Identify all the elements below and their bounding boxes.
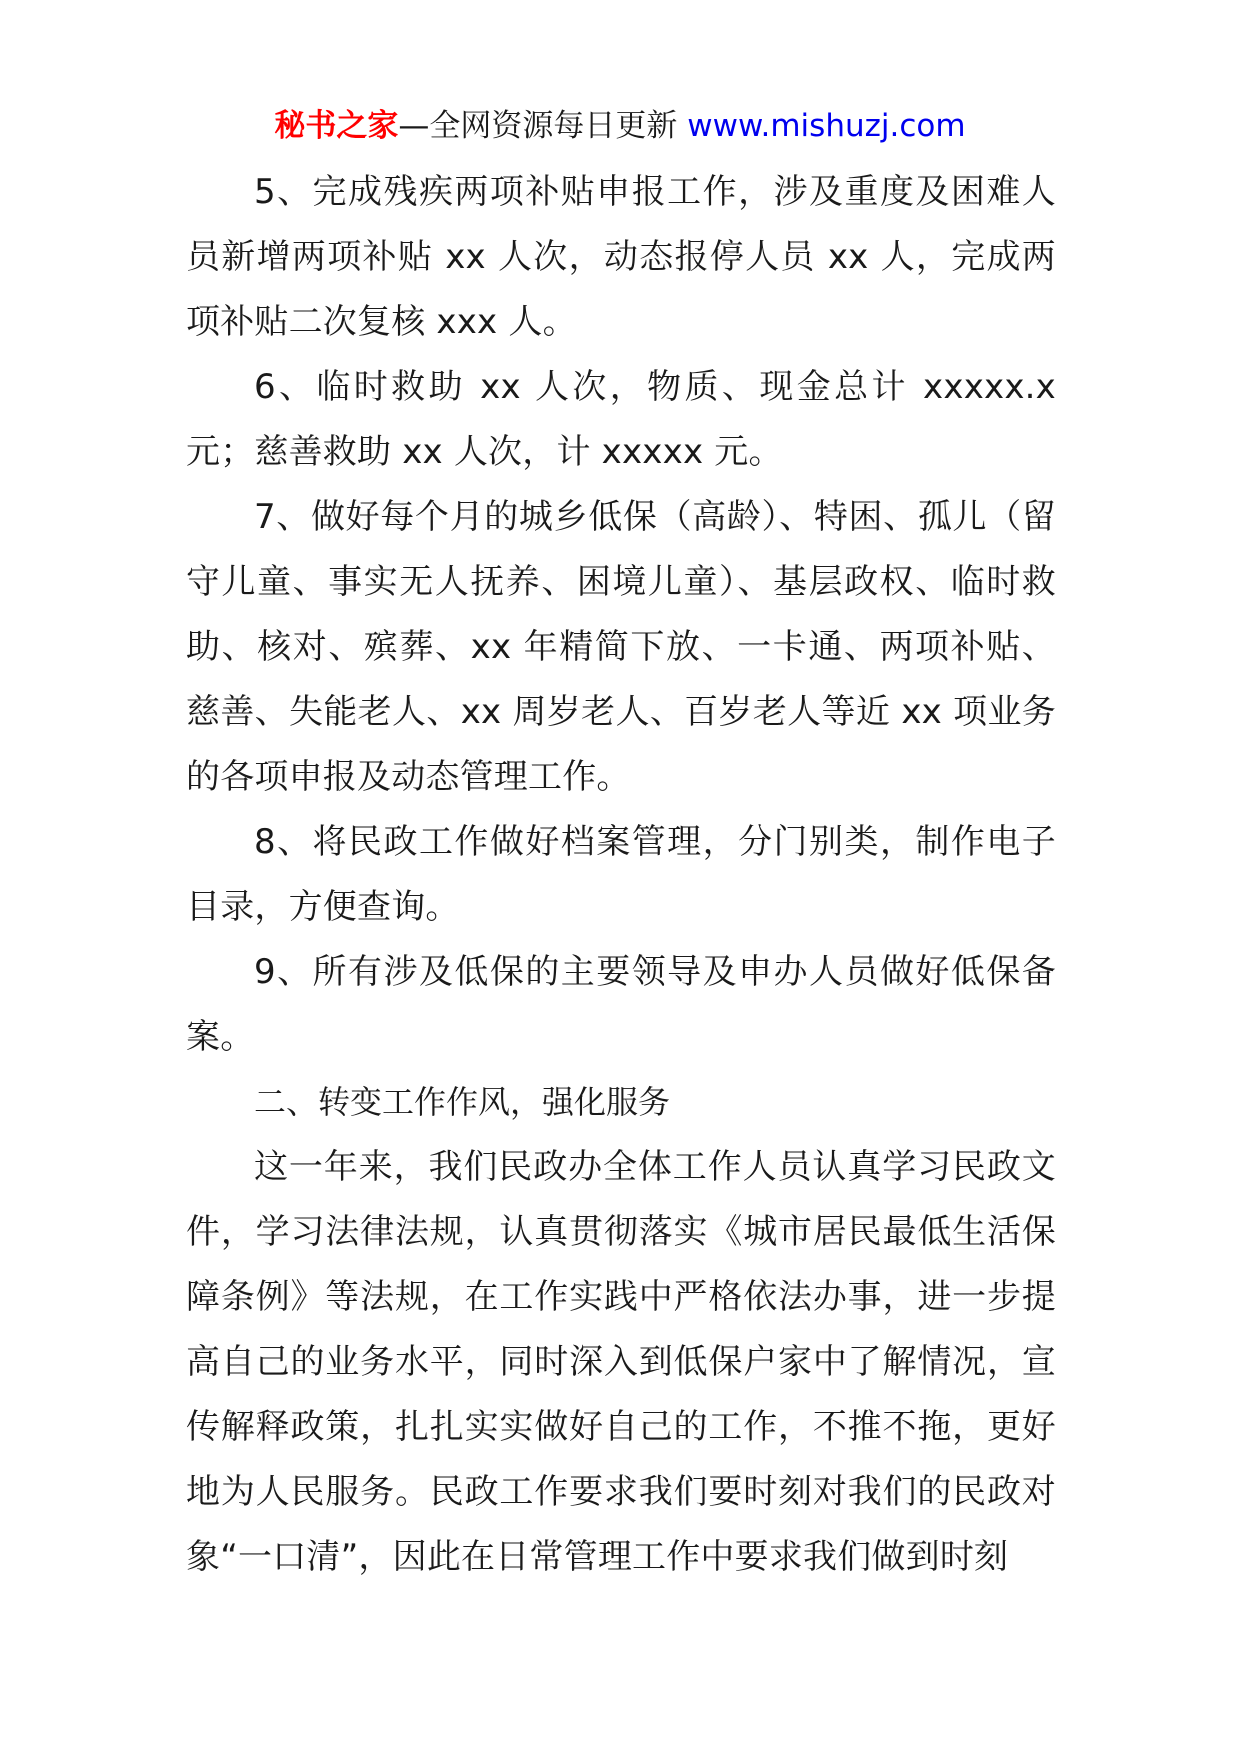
header-tagline: —全网资源每日更新	[398, 108, 678, 144]
site-header	[0, 98, 1240, 154]
document-body	[186, 160, 1056, 1590]
paragraph-item-7: 7、做好每个月的城乡低保（高龄）、特困、孤儿（留守儿童、事实无人抚养、困境儿童）、基层政权、临时救助、核对、殡葬、xx 年精简下放、一卡通、两项补贴、慈善、失能老人、xx 周岁老人、百岁老人等近 xx 项业务的各项申报及动态管理工作。	[186, 497, 1056, 797]
paragraph-item-9: 9、所有涉及低保的主要领导及申办人员做好低保备案。	[186, 952, 1056, 1057]
paragraph-item-5: 5、完成残疾两项补贴申报工作，涉及重度及困难人员新增两项补贴 xx 人次，动态报停人员 xx 人，完成两项补贴二次复核 xxx 人。	[186, 172, 1056, 342]
site-url-link[interactable]: www.mishuzj.com	[687, 108, 966, 144]
brand-name: 秘书之家	[274, 108, 399, 144]
paragraph-item-8: 8、将民政工作做好档案管理，分门别类，制作电子目录，方便查询。	[186, 822, 1056, 927]
paragraph-item-6: 6、临时救助 xx 人次，物质、现金总计 xxxxx.x 元；慈善救助 xx 人次，计 xxxxx 元。	[186, 367, 1056, 472]
section-heading: 二、转变工作作风，强化服务	[254, 1083, 671, 1121]
section-paragraph: 这一年来，我们民政办全体工作人员认真学习民政文件，学习法律法规，认真贯彻落实《城市居民最低生活保障条例》等法规，在工作实践中严格依法办事，进一步提高自己的业务水平，同时深入到低保户家中了解情况，宣传解释政策，扎扎实实做好自己的工作，不推不拖，更好地为人民服务。民政工作要求我们要时刻对我们的民政对象“一口清”，因此在日常管理工作中要求我们做到时刻	[186, 1147, 1056, 1577]
